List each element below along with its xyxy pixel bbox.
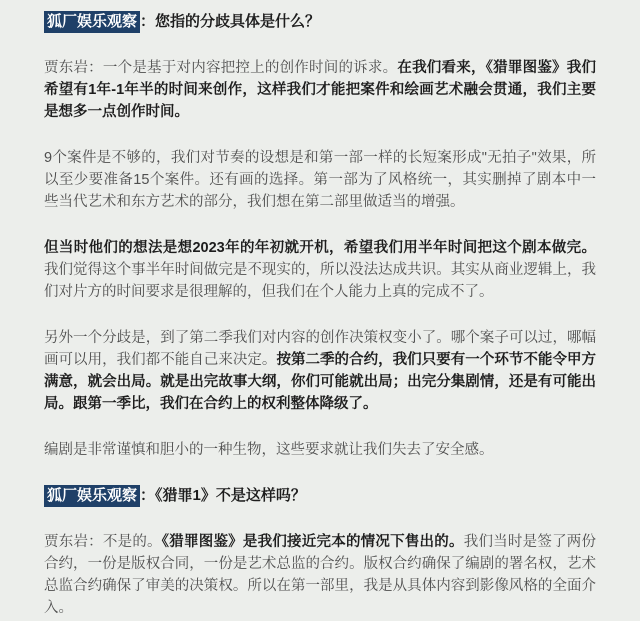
heading-colon: ： — [140, 13, 156, 30]
text-run-bold: 《猎罪图鉴》是我们接近完本的情况下售出的。 — [161, 534, 464, 550]
paragraph — [44, 327, 596, 415]
text-run-bold: 按第二季的合约，我们只要有一个环节不能令甲方满意，就会出局。就是出完故事大纲，你们可能就出局；出完分集剧情，还是有可能出局。跟第一季比，我们在合约上的权利整体降级了。 — [44, 352, 597, 412]
question-text: 《猎罪1》不是这样吗？ — [155, 487, 306, 504]
text-run: 另外一个分歧是，到了第二季我们对内容的创作决策权变小了。哪个案子可以过，哪幅画可以用，我们都不能自己来决定。 — [44, 330, 596, 368]
heading-colon: ： — [140, 487, 156, 504]
interviewer-badge: 狐厂娱乐观察 — [44, 485, 140, 507]
interviewer-badge: 狐厂娱乐观察 — [44, 11, 140, 33]
text-run: 9个案件是不够的，我们对节奏的设想是和第一部一样的长短案形成"无拍子"效果，所以至少要准备15个案件。还有画的选择。第一部为了风格统一，其实删掉了剧本中一些当代艺术和东方艺术的部分，我们想在第二部里做适当的增强。 — [44, 150, 596, 210]
paragraph — [44, 57, 596, 123]
paragraph — [44, 147, 596, 213]
text-run: 编剧是非常谨慎和胆小的一种生物，这些要求就让我们失去了安全感。 — [44, 442, 494, 458]
paragraph — [44, 531, 596, 619]
text-run: 贾东岩：不是的。 — [44, 534, 162, 550]
text-run: 我们觉得这个事半年时间做完是不现实的，所以没法达成共识。其实从商业逻辑上，我们对片方的时间要求是很理解的，但我们在个人能力上真的完成不了。 — [44, 262, 596, 300]
qa-heading — [44, 11, 596, 33]
text-run: 贾东岩：一个是基于对内容把控上的创作时间的诉求。 — [44, 60, 398, 76]
paragraph — [44, 439, 596, 461]
question-text: 您指的分歧具体是什么？ — [155, 13, 321, 30]
paragraph — [44, 237, 596, 303]
text-run: 我们当时是签了两份合约，一份是版权合同，一份是艺术总监的合约。版权合约确保了编剧的署名权，艺术总监合约确保了审美的决策权。所以在第一部里，我是从具体内容到影像风格的全面介入。 — [44, 534, 597, 616]
text-run-bold: 在我们看来，《猎罪图鉴》我们希望有1年-1年半的时间来创作，这样我们才能把案件和绘画艺术融会贯通，我们主要是想多一点创作时间。 — [44, 60, 597, 120]
text-run-bold: 但当时他们的想法是想2023年的年初就开机，希望我们用半年时间把这个剧本做完。 — [44, 240, 596, 256]
qa-heading — [44, 485, 596, 507]
